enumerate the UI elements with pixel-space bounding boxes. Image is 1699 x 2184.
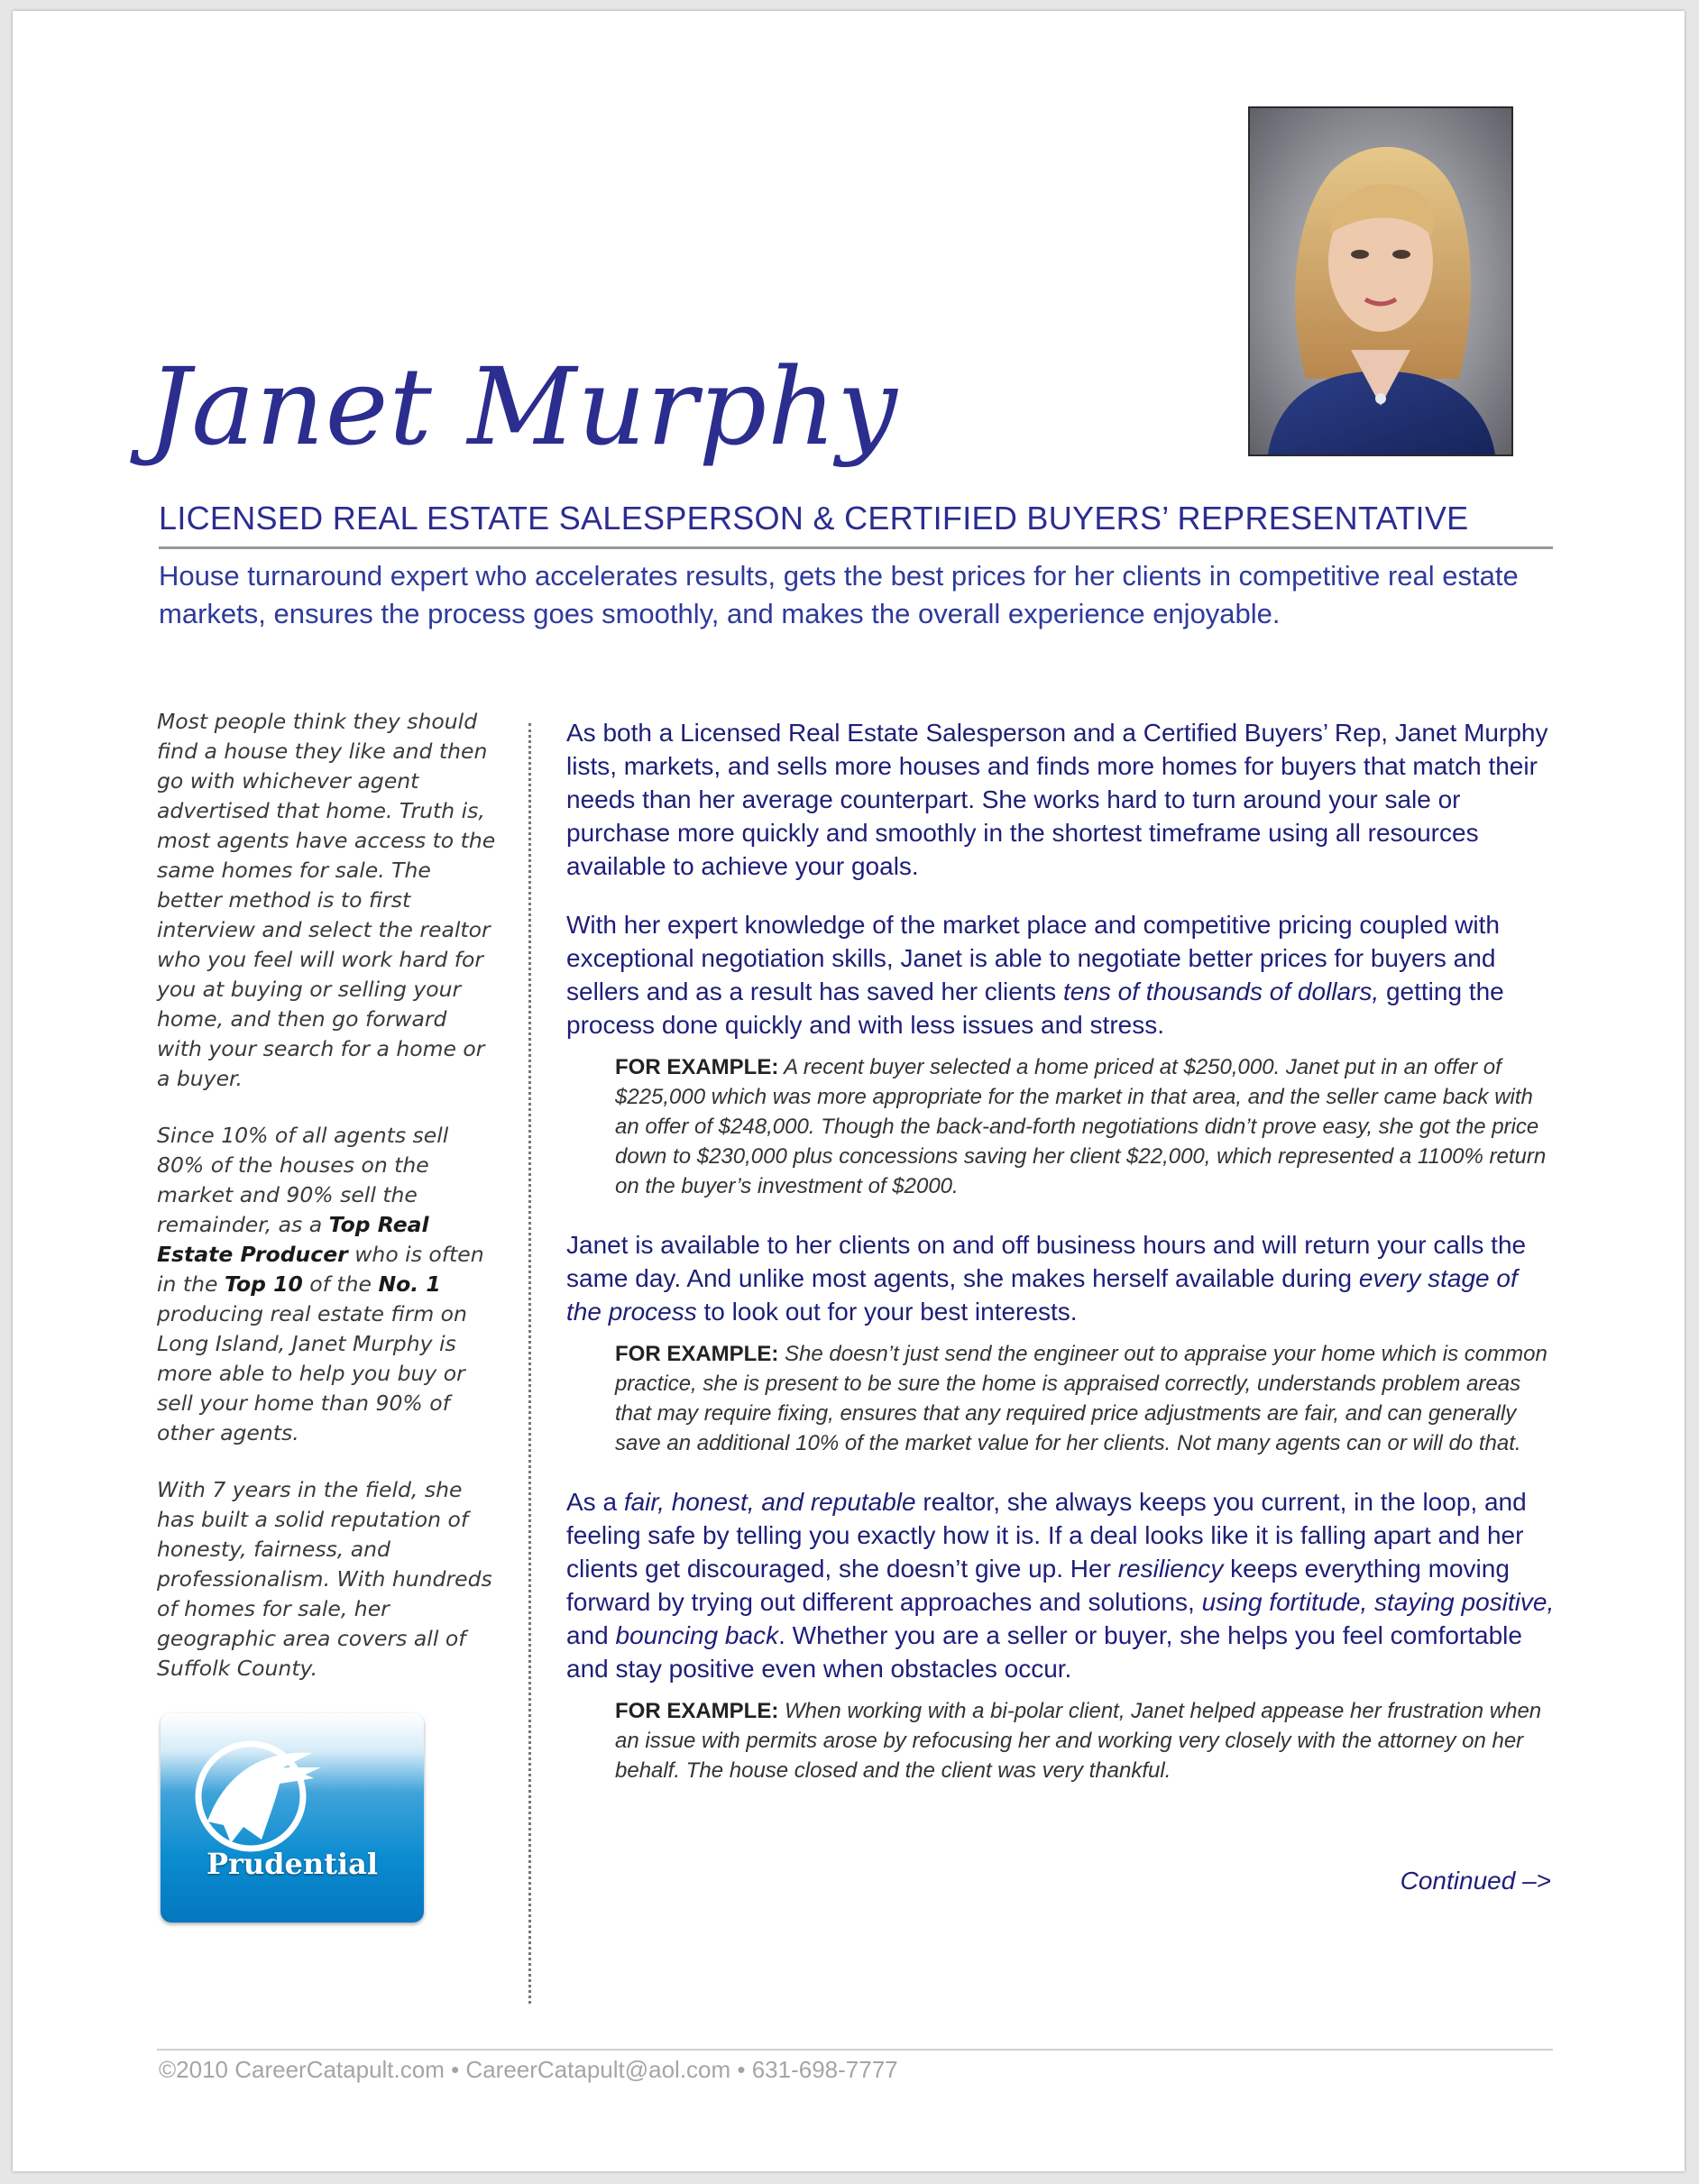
main-paragraph-1: As both a Licensed Real Estate Salesperson and a Certified Buyers’ Rep, Janet Murphy lists, markets, and sells more houses and finds more homes for buyers that match their needs than her average counterpart. She works hard to turn around your sale or purchase more quickly and smoothly in the shortest timeframe using all resources available to achieve your goals.: [566, 719, 1548, 880]
text-run: getting the process done quickly and with less issues and stress.: [566, 977, 1504, 1039]
emphasis-no-1: No. 1: [378, 1271, 441, 1297]
text-run: producing real estate firm on Long Island, Janet Murphy is more able to help you buy or sell your home than 90% of other agents.: [157, 1301, 467, 1445]
sidebar-paragraph-1: Most people think they should find a house they like and then go with whichever agent advertised that home. Truth is, most agents have access to the same homes for sale. The better method is to first interview and select the realtor who you feel will work hard for you at buying or selling your home, and then go forward with your search for a home or a buyer.: [157, 709, 496, 1091]
example-1-text: A recent buyer selected a home priced at $250,000. Janet put in an offer of $225,000 which was more appropriate for the market in that area, and the seller came back with an offer of $248,000. Though the back-and-forth negotiations didn’t prove easy, she got the price down to $230,000 plus concessions saving her client $22,000, which represented a 1100% return on the buyer’s investment of $2000.: [615, 1055, 1547, 1198]
example-label: FOR EXAMPLE:: [615, 1342, 779, 1366]
emphasis-top-10: Top 10: [224, 1271, 303, 1297]
text-run: realtor, she always keeps you current, in the loop, and feeling safe by telling you exactly how it is. If a deal looks like it is falling apart and her clients get discouraged, she doesn’t give up. Her: [566, 1488, 1527, 1583]
column-divider: [528, 723, 531, 2004]
sidebar-paragraph-2: [157, 1121, 498, 1448]
text-run: of the: [302, 1271, 379, 1297]
logo-wordmark: Prudential: [206, 1847, 378, 1881]
portrait-image: [1250, 108, 1511, 454]
example-label: FOR EXAMPLE:: [615, 1699, 779, 1723]
emphasis-fortitude: using fortitude, staying positive,: [1201, 1588, 1555, 1616]
sidebar-paragraph-3: With 7 years in the field, she has built a solid reputation of honesty, fairness, and professionalism. With hundreds of homes for sale, her geographic area covers all of Suffolk County.: [157, 1477, 492, 1681]
emphasis-fair-honest: fair, honest, and reputable: [623, 1488, 916, 1516]
job-title: LICENSED REAL ESTATE SALESPERSON & CERTIFIED BUYERS’ REPRESENTATIVE: [159, 500, 1469, 537]
text-run: to look out for your best interests.: [696, 1298, 1078, 1326]
text-run: Janet is available to her clients on and off business hours and will return your calls the same day. And unlike most agents, she makes herself available during: [566, 1231, 1527, 1292]
text-run: As a: [566, 1488, 624, 1516]
example-2: [615, 1339, 1558, 1458]
rock-of-gibraltar-icon: [161, 1713, 424, 1922]
emphasis-bouncing-back: bouncing back: [615, 1621, 779, 1649]
main-paragraph-3: [566, 1228, 1558, 1328]
footer-divider: [157, 2049, 1553, 2051]
main-paragraph-2: [566, 908, 1558, 1042]
example-1: [615, 1052, 1558, 1201]
example-label: FOR EXAMPLE:: [615, 1055, 779, 1079]
header-divider: [159, 546, 1553, 549]
agent-name: Janet Murphy: [148, 344, 898, 469]
agent-photo: [1248, 106, 1513, 456]
sidebar: [157, 707, 498, 1711]
text-run: . Whether you are a seller or buyer, she helps you feel comfortable and stay positive even when obstacles occur.: [566, 1621, 1522, 1683]
text-run: Since 10% of all agents sell 80% of the houses on the market and 90% sell the remainder, as a: [157, 1123, 449, 1237]
tagline: House turnaround expert who accelerates results, gets the best prices for her clients in competitive real estate markets, ensures the process goes smoothly, and makes the overall experience enjoyable.: [159, 560, 1519, 629]
emphasis-resiliency: resiliency: [1117, 1555, 1224, 1583]
continued-link[interactable]: Continued –>: [1400, 1867, 1551, 1895]
example-3-text: When working with a bi-polar client, Janet helped appease her frustration when an issue with permits arose by refocusing her and working very closely with the attorney on her behalf. The house closed and the client was very thankful.: [615, 1699, 1542, 1783]
emphasis-savings: tens of thousands of dollars,: [1062, 977, 1380, 1005]
main-paragraph-4: [566, 1485, 1558, 1685]
main-content: [566, 716, 1558, 1812]
example-3: [615, 1696, 1558, 1785]
text-run: keeps everything moving forward by trying out different approaches and solutions,: [566, 1555, 1510, 1616]
emphasis-top-producer: Top Real Estate Producer: [157, 1212, 429, 1267]
text-run: With her expert knowledge of the market place and competitive pricing coupled with exceptional negotiation skills, Janet is able to negotiate better prices for buyers and sellers and as a result has saved her clients: [566, 911, 1500, 1005]
text-run: who is often in the: [157, 1242, 484, 1297]
footer-contact: ©2010 CareerCatapult.com • CareerCatapult@aol.com • 631-698-7777: [159, 2056, 898, 2083]
prudential-logo: [161, 1713, 424, 1922]
emphasis-every-stage: every stage of the process: [566, 1264, 1518, 1326]
text-run: and: [566, 1621, 616, 1649]
example-2-text: She doesn’t just send the engineer out to appraise your home which is common practice, she is present to be sure the home is appraised correctly, understands problem areas that may require fixing, ensures that any required price adjustments are fair, and can generally save an additional 10% of the market value for her clients. Not many agents can or will do that.: [615, 1342, 1547, 1455]
resume-page: [13, 11, 1685, 2171]
